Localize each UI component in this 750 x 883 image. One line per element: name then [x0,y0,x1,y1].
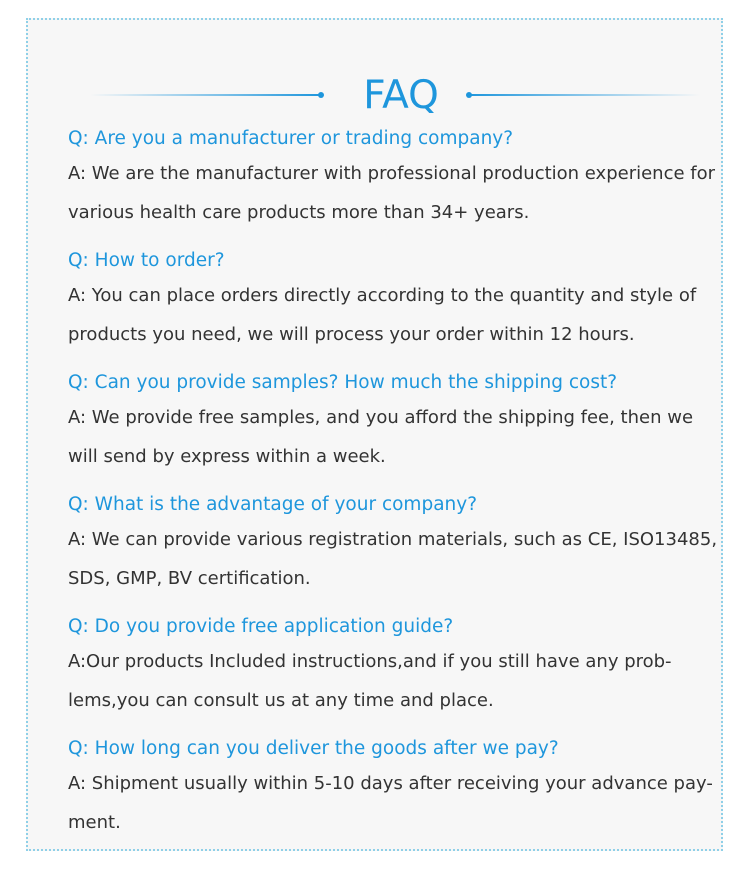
faq-header [28,72,721,120]
faq-answer: A: We provide free samples, and you afford the shipping fee, then we will send by express within a week. [68,407,694,467]
faq-question: Q: How to order? [68,250,225,271]
faq-answer: A: We are the manufacturer with professional production experience for various health care products more than 34+ years. [68,163,716,223]
header-dot-left [318,92,324,98]
faq-answer: A:Our products Included instructions,and if you still have any prob-lems,you can consult us at any time and place. [68,651,672,711]
page-title: FAQ [363,73,439,118]
header-divider-right [468,94,700,96]
faq-item [68,368,728,476]
faq-item [68,612,728,720]
header-divider-left [90,94,322,96]
faq-question: Q: Can you provide samples? How much the shipping cost? [68,372,618,393]
faq-question: Q: How long can you deliver the goods after we pay? [68,738,559,759]
faq-item [68,124,728,232]
faq-item [68,246,728,354]
faq-answer: A: We can provide various registration materials, such as CE, ISO13485, SDS, GMP, BV certification. [68,529,718,589]
faq-item [68,490,728,598]
faq-panel [26,18,723,851]
faq-answer: A: You can place orders directly according to the quantity and style of products you need, we will process your order within 12 hours. [68,285,697,345]
faq-list [68,124,728,856]
faq-question: Q: Do you provide free application guide? [68,616,454,637]
faq-item [68,734,728,842]
faq-answer: A: Shipment usually within 5-10 days after receiving your advance pay-ment. [68,773,713,833]
faq-question: Q: What is the advantage of your company? [68,494,478,515]
faq-question: Q: Are you a manufacturer or trading company? [68,128,514,149]
